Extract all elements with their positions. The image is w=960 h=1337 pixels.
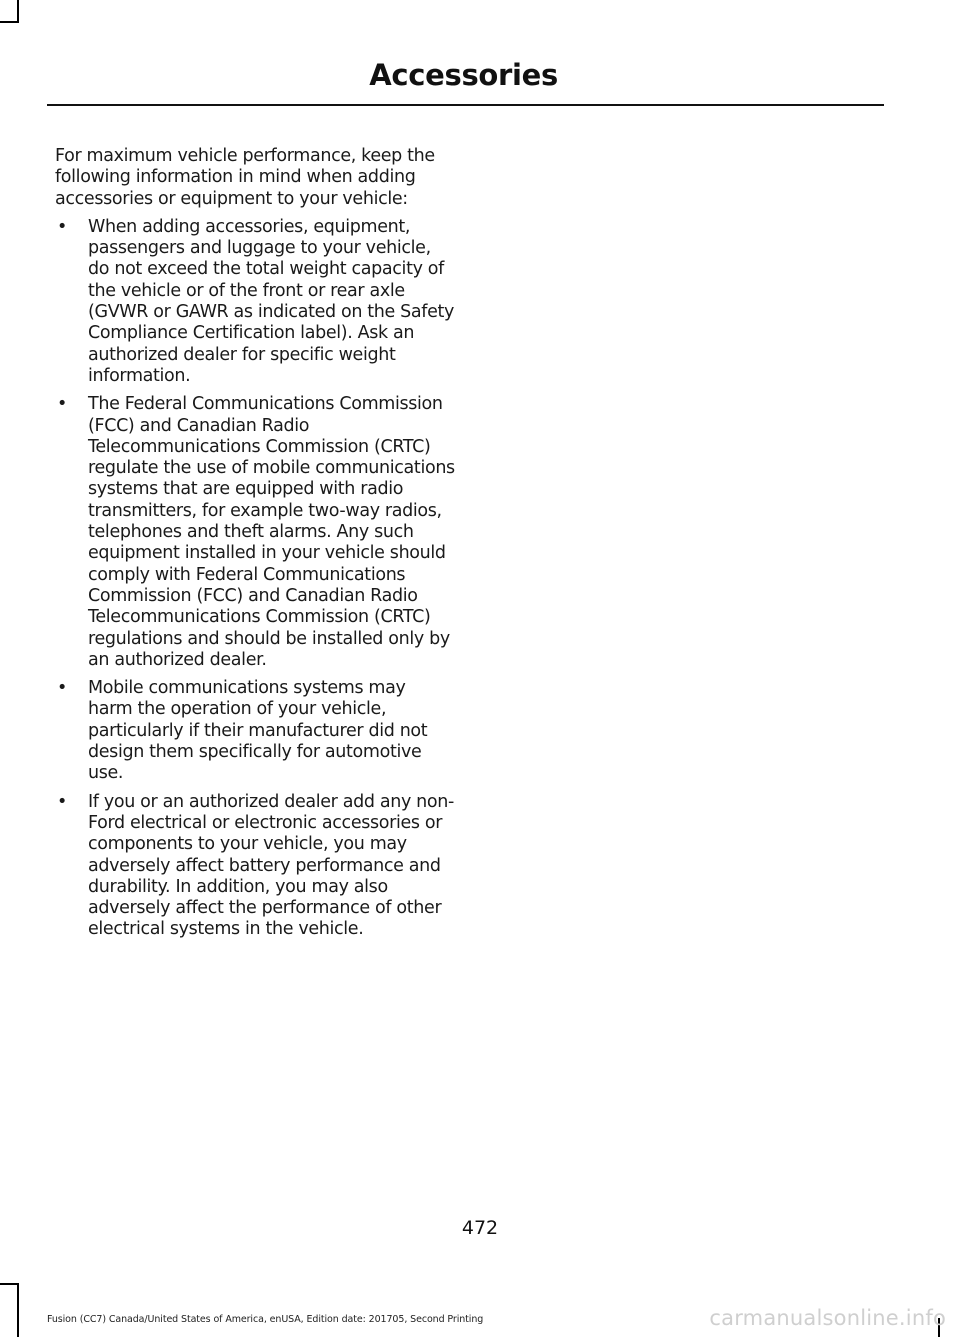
crop-mark-top-left-horizontal xyxy=(0,21,19,23)
footer-edition-info: Fusion (CC7) Canada/United States of America, enUSA, Edition date: 201705, Second Printing xyxy=(47,1314,484,1325)
watermark: carmanualsonline.info xyxy=(709,1306,946,1330)
header-divider xyxy=(47,104,884,106)
intro-paragraph: For maximum vehicle performance, keep the following information in mind when adding accessories or equipment to your vehicle: xyxy=(55,146,435,209)
crop-mark-top-left-vertical xyxy=(17,0,19,22)
list-item xyxy=(55,678,455,784)
list-item-text: Mobile communications systems may harm the operation of your vehicle, particularly if their manufacturer did not design them specifically for automotive use. xyxy=(88,678,428,784)
body-content xyxy=(55,146,455,948)
page-title: Accessories xyxy=(369,58,558,92)
bullet-marker: • xyxy=(57,791,67,812)
bullet-marker: • xyxy=(57,216,67,237)
list-item-text: If you or an authorized dealer add any non-Ford electrical or electronic accessories or components to your vehicle, you may adversely affect battery performance and durability. In addition, you may also adversely affect the performance of other electrical systems in the vehicle. xyxy=(88,791,454,940)
crop-mark-bottom-left-horizontal xyxy=(0,1283,19,1285)
crop-mark-bottom-left-vertical xyxy=(17,1283,19,1337)
list-item-text: When adding accessories, equipment, passengers and luggage to your vehicle, do not exceed the total weight capacity of the vehicle or of the front or rear axle (GVWR or GAWR as indicated on the Safety Compliance Certification label). Ask an authorized dealer for specific weight information. xyxy=(88,216,455,386)
list-item xyxy=(55,217,455,387)
list-item-text: The Federal Communications Commission (FCC) and Canadian Radio Telecommunications Commission (CRTC) regulate the use of mobile communications systems that are equipped with radio transmitters, for example two-way radios, telephones and theft alarms. Any such equipment installed in your vehicle should comply with Federal Communications Commission (FCC) and Canadian Radio Telecommunications Commission (CRTC) regulations and should be installed only by an authorized dealer. xyxy=(88,394,455,670)
bullet-marker: • xyxy=(57,394,67,415)
list-item xyxy=(55,792,455,941)
list-item xyxy=(55,394,455,671)
bullet-list xyxy=(55,217,455,941)
page-number: 472 xyxy=(461,1217,499,1239)
bullet-marker: • xyxy=(57,678,67,699)
